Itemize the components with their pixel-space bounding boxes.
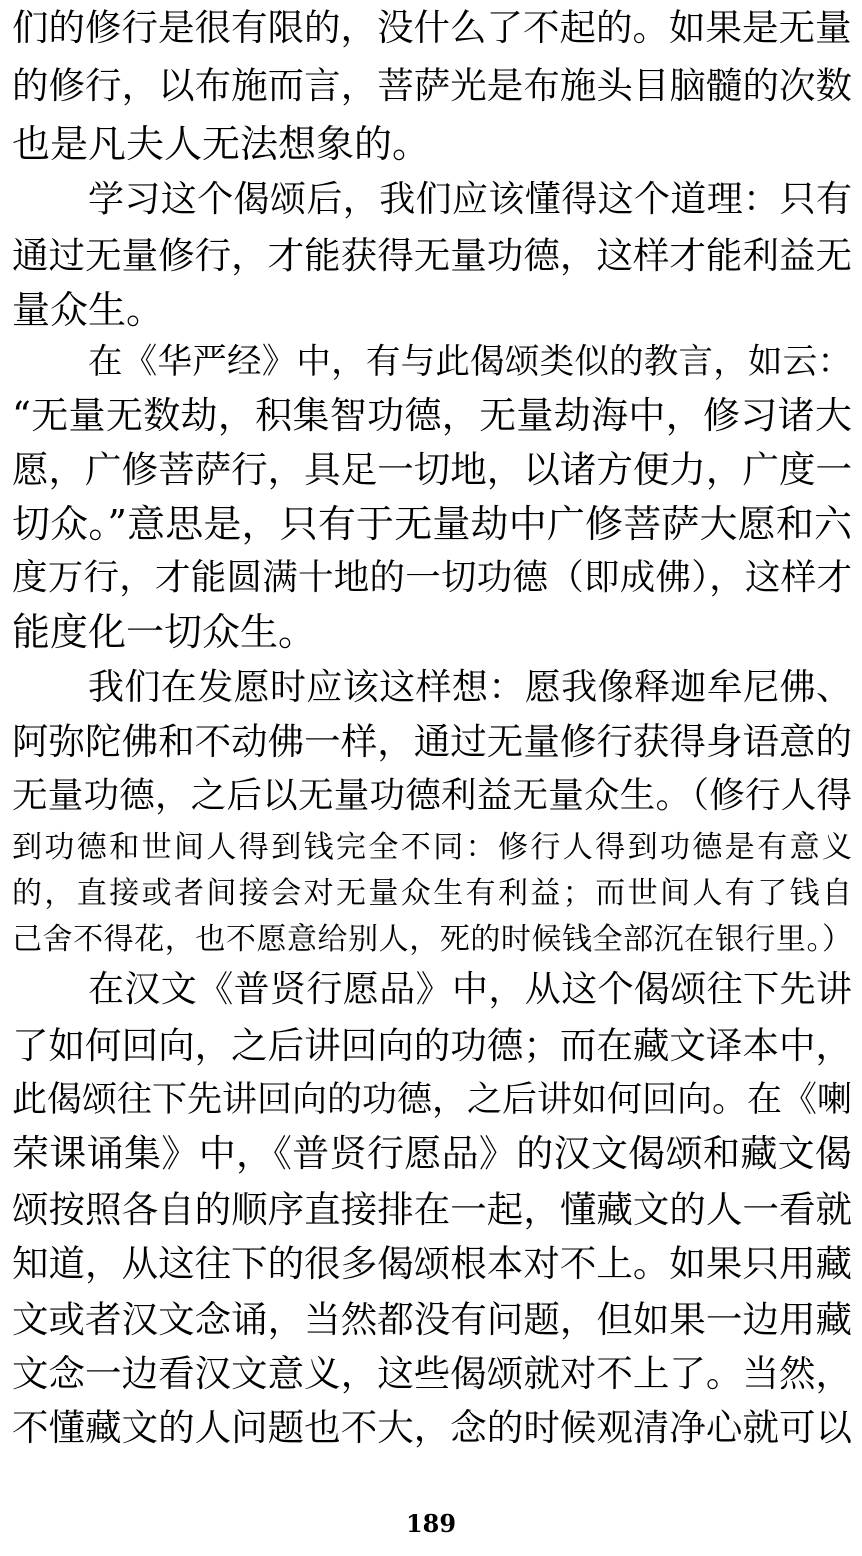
text-line: 的修行，以布施而言，菩萨光是布施头目脑髓的次数 [12, 64, 852, 107]
text-line: 度万行，才能圆满十地的一切功德（即成佛），这样才 [12, 557, 852, 598]
paragraph-first-line: 学习这个偈颂后，我们应该懂得这个道理：只有 [88, 179, 852, 220]
text-line: 能度化一切众生。 [12, 610, 317, 654]
text-line: 们的修行是很有限的，没什么了不起的。如果是无量 [12, 6, 852, 49]
text-line: 量众生。 [12, 288, 165, 332]
text-line: 也是凡夫人无法想象的。 [12, 122, 431, 166]
text-line: “无量无数劫，积集智功德，无量劫海中，修习诸大 [12, 394, 852, 437]
text-line: 此偈颂往下先讲回向的功德，之后讲如何回向。在《喇 [12, 1080, 853, 1120]
note-line: 的，直接或者间接会对无量众生有利益；而世间人有了钱自 [12, 876, 852, 911]
text-line: 通过无量修行，才能获得无量功德，这样才能利益无 [12, 234, 852, 277]
text-line: 知道，从这往下的很多偈颂根本对不上。如果只用藏 [12, 1242, 852, 1285]
text-line: 颂按照各自的顺序直接排在一起，懂藏文的人一看就 [12, 1188, 852, 1231]
page-number: 189 [405, 1509, 457, 1538]
note-line: 己舍不得花，也不愿意给别人，死的时候钱全部沉在银行里。） [12, 922, 852, 957]
paragraph-first-line: 在《华严经》中，有与此偈颂类似的教言，如云： [88, 342, 852, 382]
text-line: 切众。”意思是，只有于无量劫中广修菩萨大愿和六 [12, 502, 852, 546]
text-line: 了如何回向，之后讲回向的功德；而在藏文译本中， [12, 1024, 852, 1067]
text-line: 文或者汉文念诵，当然都没有问题，但如果一边用藏 [12, 1298, 852, 1341]
text-line: 无量功德，之后以无量功德利益无量众生。（修行人得 [12, 775, 852, 816]
text-line: 文念一边看汉文意义，这些偈颂就对不上了。当然， [12, 1352, 852, 1395]
text-line: 愿，广修菩萨行，具足一切地，以诸方便力，广度一 [12, 448, 852, 491]
text-line: 不懂藏文的人问题也不大，念的时候观清净心就可以 [12, 1406, 852, 1449]
text-line: 阿弥陀佛和不动佛一样，通过无量修行获得身语意的 [12, 720, 852, 763]
paragraph-first-line: 在汉文《普贤行愿品》中，从这个偈颂往下先讲 [88, 969, 852, 1010]
paragraph-first-line: 我们在发愿时应该这样想：愿我像释迦牟尼佛、 [88, 667, 852, 708]
text-line: 荣课诵集》中，《普贤行愿品》的汉文偈颂和藏文偈 [12, 1132, 852, 1175]
note-line: 到功德和世间人得到钱完全不同：修行人得到功德是有意义 [12, 830, 852, 865]
